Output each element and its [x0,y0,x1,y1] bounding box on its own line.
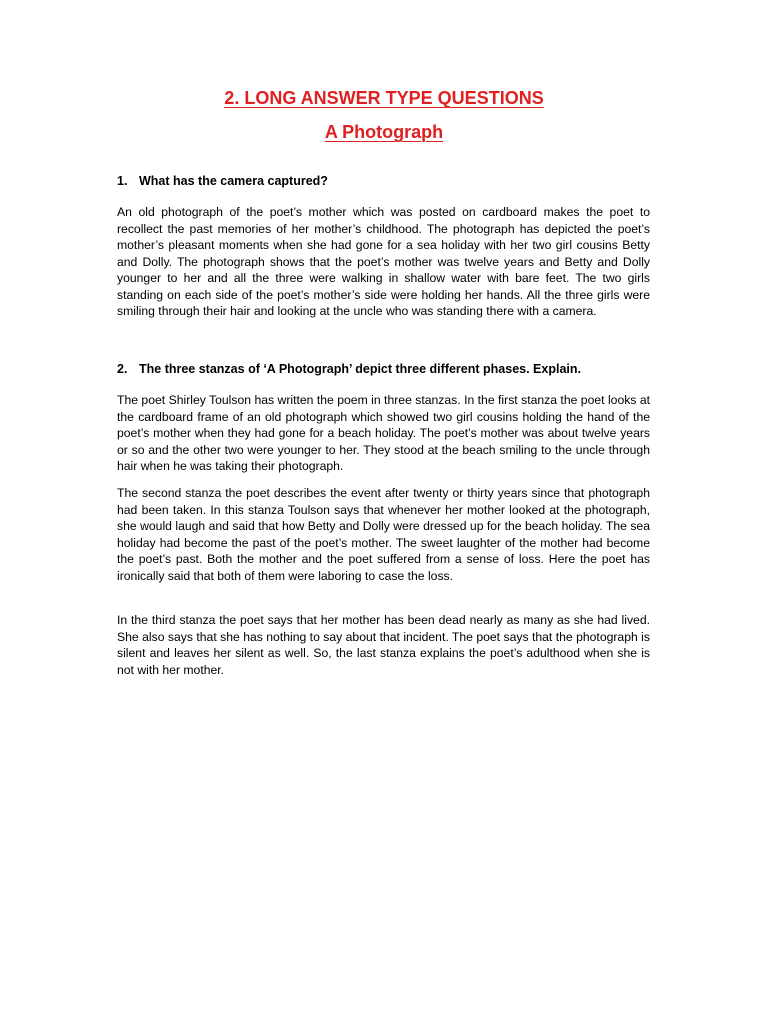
question-text: The three stanzas of ‘A Photograph’ depict three different phases. Explain. [139,362,581,376]
question-1 [117,174,650,188]
answer-paragraph: An old photograph of the poet’s mother which was posted on cardboard makes the poet to recollect the past memories of her mother’s childhood. The photograph has depicted the poet’s mother’s pleasant moments when she had gone for a sea holiday with her two girl cousins Betty and Dolly. The photograph shows that the poet’s mother was twelve years and Betty and Dolly younger to her and all the three were walking in shallow water with bare feet. The two girls standing on each side of the poet’s mother’s side were holding her hands. All the three girls were smiling through their hair and looking at the uncle who was standing there with a camera. [117,205,650,318]
section-separator: . [234,88,240,108]
question-number: 1. [117,174,128,188]
section-title: LONG ANSWER TYPE QUESTIONS [244,88,544,108]
question-number: 2. [117,362,128,376]
section-heading [0,88,768,109]
question-text: What has the camera captured? [139,174,328,188]
poem-title: A Photograph [324,122,444,142]
answer-paragraph: The poet Shirley Toulson has written the poem in three stanzas. In the first stanza the poet looks at the cardboard frame of an old photograph which showed two girl cousins holding the hand of the poet’s mother when they had gone for a beach holiday. The poet’s mother was about twelve years or so and the other two were younger to her. They stood at the beach smiling to the uncle through hair when he was taking their photograph. [117,393,650,473]
answer-paragraph: The second stanza the poet describes the event after twenty or thirty years since that photograph had been taken. In this stanza Toulson says that whenever her mother looked at the photograph, she would laugh and said that how Betty and Dolly were dressed up for the beach holiday. The sea holiday had become the past of the poet’s mother. The sweet laughter of the mother had become the poet’s past. Both the mother and the poet suffered from a sense of loss. Here the poet has ironically said that both of them were laboring to case the loss. [117,486,650,583]
section-number: 2 [224,88,235,108]
answer-paragraph: In the third stanza the poet says that her mother has been dead nearly as many as she had lived. She also says that she has nothing to say about that incident. The poet says that the photograph is silent and leaves her silent as well. So, the last stanza explains the poet’s adulthood when she is not with her mother. [117,613,650,677]
question-2 [117,362,650,376]
